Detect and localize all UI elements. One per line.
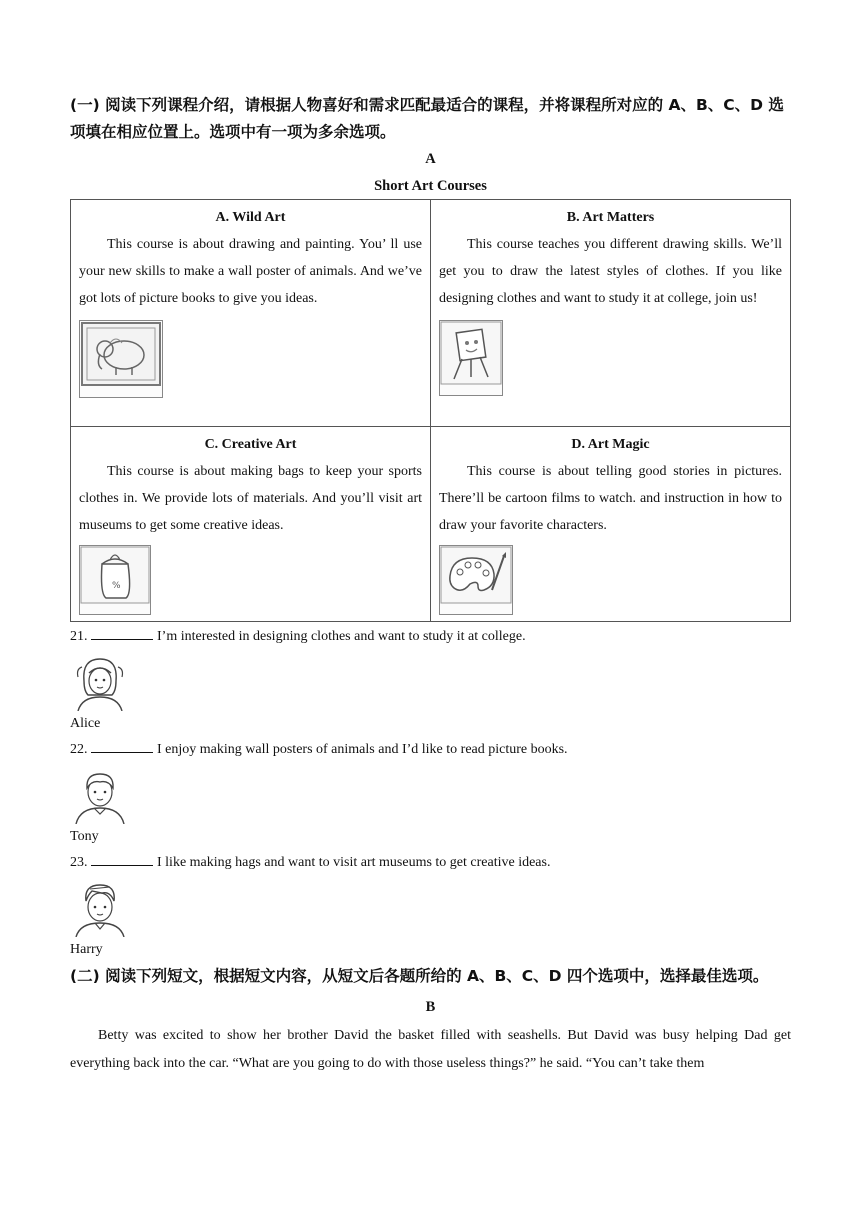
person-name: Alice — [70, 716, 101, 731]
boy-avatar-icon — [70, 764, 130, 824]
person-name: Harry — [70, 942, 103, 957]
answer-blank[interactable] — [91, 625, 153, 640]
passage-label-b: B — [425, 999, 436, 1015]
passage-label-a: A — [425, 151, 436, 167]
course-cell-d — [431, 427, 791, 622]
passage-title: Short Art Courses — [374, 178, 487, 194]
course-name: A. Wild Art — [215, 210, 286, 225]
person-name: Tony — [70, 829, 99, 844]
palette-icon — [439, 545, 513, 615]
answer-blank[interactable] — [91, 851, 153, 866]
course-description: This course is about drawing and painting. You’ ll use your new skills to make a wall poster of animals. And we’ve got lots of picture books to give you ideas. — [79, 237, 422, 306]
question-number: 22. — [70, 742, 88, 757]
girl-avatar-icon — [70, 651, 130, 711]
course-cell-c — [71, 427, 431, 622]
section2-instruction: (二) 阅读下列短文，根据短文内容，从短文后各题所给的 A、B、C、D 四个选项中，选择最佳选项。 — [70, 967, 769, 985]
question-21 — [70, 625, 791, 649]
boy-avatar-icon — [70, 877, 130, 937]
worksheet-page — [70, 90, 791, 1078]
question-text: I enjoy making wall posters of animals and I’d like to read picture books. — [157, 742, 568, 757]
bag-icon — [79, 545, 151, 615]
course-name: D. Art Magic — [571, 437, 650, 452]
course-name: B. Art Matters — [566, 210, 655, 225]
course-cell-a — [71, 200, 431, 427]
passage-paragraph: Betty was excited to show her brother David the basket filled with seashells. But David was busy helping Dad get everything back into the car. “What are you going to do with those useless things?” he said. “You can’t take them — [70, 1028, 791, 1071]
course-description: This course teaches you different drawing skills. We’ll get you to draw the latest styles of clothes. If you like designing clothes and want to study it at college, join us! — [439, 237, 782, 306]
easel-icon — [439, 320, 503, 396]
answer-blank[interactable] — [91, 738, 153, 753]
question-text: I like making hags and want to visit art museums to get creative ideas. — [157, 855, 551, 870]
question-number: 23. — [70, 855, 88, 870]
course-description: This course is about telling good stories in pictures. There’ll be cartoon films to watch. and instruction in how to draw your favorite characters. — [439, 464, 782, 533]
question-22 — [70, 738, 791, 762]
section1-instruction: (一) 阅读下列课程介绍，请根据人物喜好和需求匹配最适合的课程，并将课程所对应的 A、B、C、D 选项填在相应位置上。选项中有一项为多余选项。 — [70, 96, 784, 141]
course-cell-b — [431, 200, 791, 427]
courses-table — [70, 199, 791, 622]
course-description: This course is about making bags to keep your sports clothes in. We provide lots of materials. And you’ll visit art museums to get some creative ideas. — [79, 464, 422, 533]
course-name: C. Creative Art — [204, 437, 297, 452]
question-text: I’m interested in designing clothes and want to study it at college. — [157, 629, 526, 644]
elephant-picture-icon — [79, 320, 163, 398]
svg-text:%: % — [112, 581, 121, 591]
question-number: 21. — [70, 629, 88, 644]
question-23 — [70, 851, 791, 875]
